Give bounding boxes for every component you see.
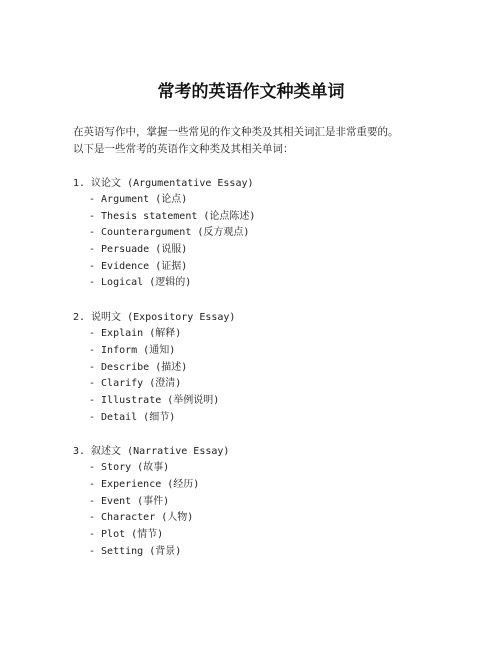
section-heading: 2. 说明文 (Expository Essay)	[73, 312, 236, 324]
intro-paragraph	[73, 124, 473, 158]
intro-line: 以下是一些常考的英语作文种类及其相关单词：	[73, 143, 294, 155]
section-heading: 3. 叙述文 (Narrative Essay)	[73, 446, 230, 458]
term-item: - Character (人物)	[89, 512, 194, 524]
term-item: - Story (故事)	[89, 462, 170, 474]
essay-type-section	[73, 309, 473, 426]
term-item: - Experience (经历)	[89, 478, 200, 490]
term-item: - Persuade (说服)	[89, 244, 188, 256]
document-title: 常考的英语作文种类单词	[157, 82, 345, 102]
term-item: - Argument (论点)	[89, 194, 188, 205]
intro-line: 在英语写作中，掌握一些常见的作文种类及其相关词汇是非常重要的。	[73, 126, 399, 138]
term-item: - Thesis statement (论点陈述)	[89, 210, 256, 222]
essay-type-list	[73, 175, 473, 577]
term-item: - Illustrate (举例说明)	[89, 394, 220, 406]
term-item: - Setting (背景)	[89, 545, 182, 557]
essay-type-section	[73, 175, 473, 292]
term-item: - Logical (逻辑的)	[89, 277, 192, 289]
term-item: - Describe (描述)	[89, 361, 188, 373]
term-item: - Evidence (证据)	[89, 260, 188, 272]
term-item: - Inform (通知)	[89, 344, 176, 356]
section-heading: 1. 议论文 (Argumentative Essay)	[73, 178, 254, 189]
term-item: - Counterargument (反方观点)	[89, 227, 250, 239]
term-item: - Plot (情节)	[89, 529, 164, 540]
term-item: - Explain (解释)	[89, 328, 182, 340]
essay-type-section	[73, 443, 473, 560]
term-item: - Detail (细节)	[89, 411, 176, 423]
term-item: - Event (事件)	[89, 495, 170, 507]
term-item: - Clarify (澄清)	[89, 378, 182, 390]
